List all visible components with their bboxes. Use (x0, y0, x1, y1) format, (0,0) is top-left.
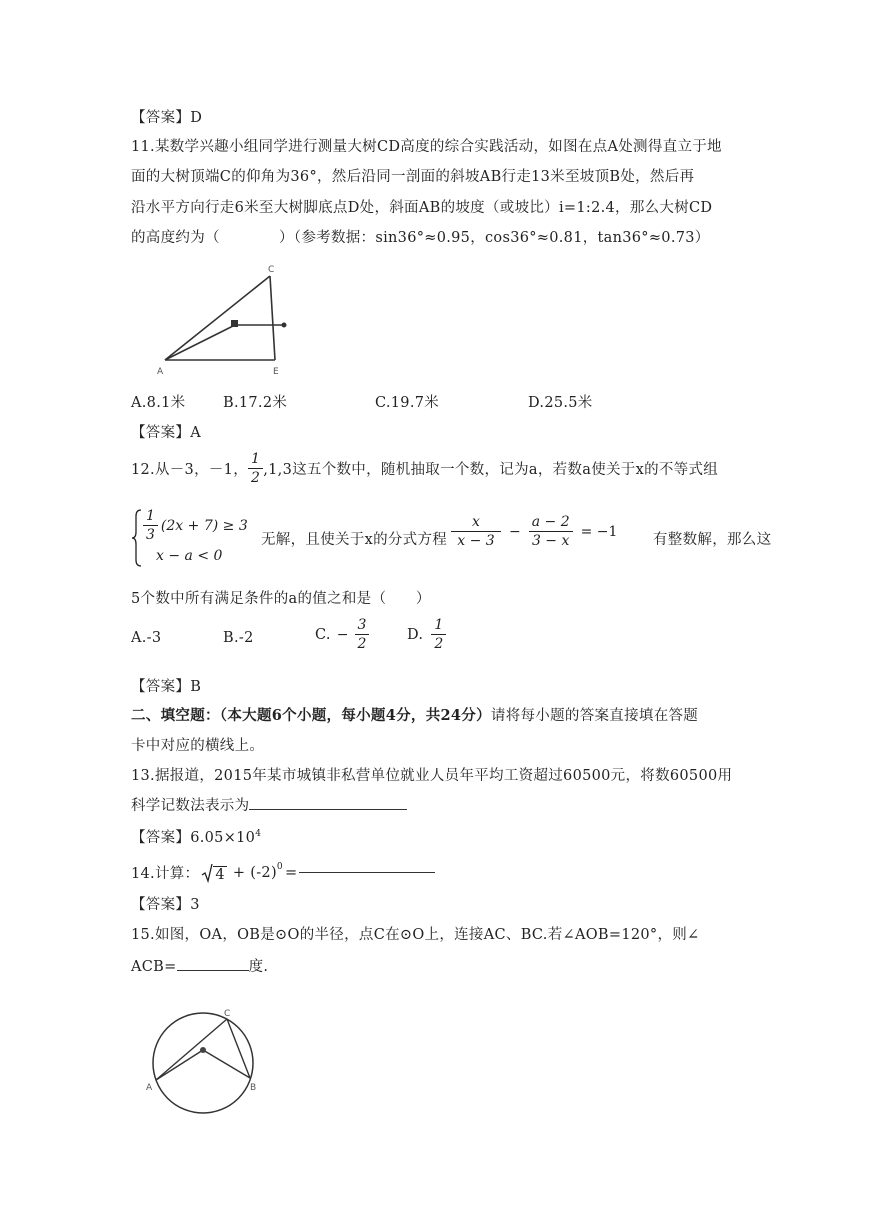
q13-line-2 (131, 794, 407, 815)
circle-figure (140, 1008, 270, 1118)
line-ac (165, 276, 270, 360)
q14-power-base: + (-2) (232, 864, 277, 881)
q15-line-2 (131, 955, 268, 976)
answer-13-value: 6.05×10 (190, 830, 256, 846)
option-c-label: C. (315, 626, 331, 643)
q12-line-2-start: 无解，且使关于x的分式方程 (261, 532, 448, 548)
inequality-1 (143, 508, 248, 543)
fraction-denominator: 3 (146, 527, 155, 543)
radius-oa (156, 1050, 203, 1080)
q12-line-1 (131, 451, 718, 486)
fraction-numerator: 1 (431, 617, 446, 635)
fraction-numerator: 1 (143, 508, 158, 526)
answer-13-label: 【答案】 (131, 830, 191, 846)
label-c: C (268, 265, 275, 275)
answer-11: 【答案】A (131, 425, 201, 441)
q14-exponent: 0 (276, 861, 283, 872)
fraction-numerator: 3 (355, 617, 370, 635)
q15-line-1: 15.如图，OA，OB是⊙O的半径，点C在⊙O上，连接AC、BC.若∠AOB=120°，则∠ (131, 927, 700, 943)
equation-rhs: = −1 (580, 523, 618, 540)
q12-line-1-start: 12.从－3，－1， (131, 462, 249, 478)
q13-line-2-text: 科学记数法表示为 (131, 798, 250, 814)
left-brace-icon (131, 508, 143, 568)
option-d-label: D. (407, 626, 424, 643)
equation-fraction-1 (451, 514, 501, 549)
radius-ob (203, 1050, 250, 1078)
fraction-denominator: 2 (357, 636, 367, 652)
q11-option-d: D.25.5米 (528, 395, 593, 411)
equation-minus: − (509, 523, 521, 540)
q12-line-2-end: 有整数解，那么这 (653, 532, 772, 548)
label-a: A (146, 1083, 153, 1093)
q12-line-3: 5个数中所有满足条件的a的值之和是（ ） (131, 591, 431, 607)
section-2-title: 二、填空题：（本大题6个小题，每小题4分，共24分） (131, 707, 491, 724)
answer-blank (177, 970, 249, 971)
fraction-one-third (143, 508, 158, 543)
q13-line-1: 13.据报道，2015年某市城镇非私营单位就业人员年平均工资超过60500元，将数60500用 (131, 768, 733, 784)
section-2-heading (131, 704, 698, 725)
line-ce (270, 276, 275, 360)
q14-line (131, 862, 435, 883)
option-c-sign: − (336, 626, 349, 643)
q14-label: 14.计算： (131, 866, 200, 882)
answer-blank (249, 809, 407, 810)
q12-line-2 (131, 508, 772, 568)
fraction-one-half (248, 451, 263, 486)
equation-fraction-2 (529, 514, 573, 549)
sqrt-expression (201, 863, 227, 883)
q12-line-1-end: ,1,3这五个数中，随机抽取一个数，记为a，若数a使关于x的不等式组 (263, 462, 719, 478)
section-2-instruction: 请将每小题的答案直接填在答题 (490, 708, 699, 724)
q15-line-2-start: ACB= (131, 959, 177, 975)
q11-line-3: 沿水平方向行走6米至大树脚底点D处，斜面AB的坡度（或坡比）i=1:2.4，那么大树CD (131, 200, 713, 216)
q11-option-c: C.19.7米 (375, 395, 440, 411)
slope-tree-figure (155, 262, 295, 380)
q11-option-a: A.8.1米 (131, 395, 186, 411)
inequality-1-rest: (2x + 7) ≥ 3 (160, 517, 248, 534)
answer-12: 【答案】B (131, 679, 202, 695)
fraction-denominator: 3 − x (531, 533, 570, 549)
q12-option-a: A.-3 (131, 630, 162, 646)
q12-option-d (407, 617, 446, 652)
section-2-line-2: 卡中对应的横线上。 (131, 738, 265, 754)
fraction-one-half-d (431, 617, 446, 652)
q11-option-b: B.17.2米 (223, 395, 288, 411)
q11-line-2: 面的大树顶端C的仰角为36°，然后沿同一剖面的斜坡AB行走13米至坡顶B处，然后再 (131, 169, 695, 185)
answer-14: 【答案】3 (131, 897, 200, 913)
fraction-numerator: a − 2 (529, 514, 573, 532)
q12-option-b: B.-2 (223, 630, 254, 646)
point-d-mark (282, 323, 287, 328)
label-e: E (273, 367, 279, 377)
center-o-mark (200, 1047, 206, 1053)
answer-13 (131, 826, 261, 847)
answer-10: 【答案】D (131, 110, 203, 126)
label-a: A (157, 367, 164, 377)
q11-line-1: 11.某数学兴趣小组同学进行测量大树CD高度的综合实践活动，如图在点A处测得直立于地 (131, 139, 722, 155)
fraction-denominator: 2 (251, 470, 261, 486)
line-ab (165, 325, 235, 360)
label-c: C (224, 1009, 231, 1019)
sqrt-radicand: 4 (215, 866, 225, 883)
point-b-mark (231, 320, 238, 327)
fraction-denominator: 2 (434, 636, 444, 652)
circle-o (153, 1013, 253, 1113)
label-b: B (250, 1083, 257, 1093)
q14-equals: = (284, 864, 298, 881)
answer-13-exponent: 4 (255, 829, 262, 840)
inequality-2: x − a < 0 (156, 548, 223, 564)
q15-line-2-end: 度. (248, 959, 269, 975)
fraction-denominator: x − 3 (457, 533, 495, 549)
fraction-three-halves (355, 617, 370, 652)
answer-blank (299, 872, 435, 873)
fraction-numerator: 1 (248, 451, 263, 469)
q12-option-c (315, 617, 369, 652)
fraction-numerator: x (451, 514, 501, 532)
fractional-equation (451, 514, 617, 549)
q11-line-4: 的高度约为（ ）（参考数据：sin36°≈0.95，cos36°≈0.81，tan36°≈0.73） (131, 230, 710, 246)
sqrt-icon (201, 863, 213, 883)
